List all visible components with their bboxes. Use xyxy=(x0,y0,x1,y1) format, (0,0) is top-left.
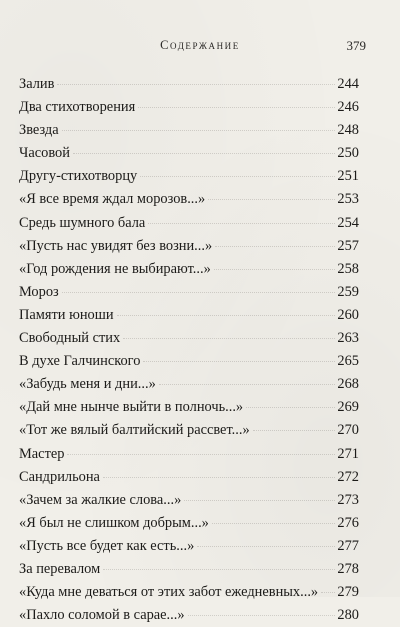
toc-entry xyxy=(19,512,359,535)
toc-leader xyxy=(208,202,335,203)
toc-entry xyxy=(19,281,359,304)
toc-entry xyxy=(19,188,359,211)
toc-entry-page-number: 263 xyxy=(337,330,359,347)
toc-entry-title: За перевалом xyxy=(19,560,101,577)
toc-entry xyxy=(19,373,359,396)
toc-entry xyxy=(19,142,359,165)
toc-entry-page-number: 277 xyxy=(337,537,359,554)
toc-entry xyxy=(19,581,359,604)
toc-entry-title: «Забудь меня и дни...» xyxy=(19,376,156,393)
toc-entry-page-number: 265 xyxy=(337,353,359,370)
toc-entry-title: Памяти юноши xyxy=(19,306,114,323)
toc-entry-title: Мастер xyxy=(19,445,65,462)
toc-leader xyxy=(184,503,335,504)
toc-entry-page-number: 276 xyxy=(337,514,359,531)
toc-entry xyxy=(19,258,359,281)
toc-entry xyxy=(19,327,359,350)
toc-entry-title: «Пахло соломой в сарае...» xyxy=(19,607,185,624)
toc-entry-page-number: 278 xyxy=(337,560,359,577)
toc-entry-title: Свободный стих xyxy=(19,330,121,347)
toc-entry-title: «Пусть все будет как есть...» xyxy=(19,537,195,554)
toc-leader xyxy=(246,410,335,411)
toc-entry-page-number: 272 xyxy=(337,468,359,485)
toc-entry-title: Звезда xyxy=(19,122,59,139)
toc-leader xyxy=(103,572,335,573)
toc-leader xyxy=(57,87,335,88)
toc-entry xyxy=(19,604,359,627)
toc-leader xyxy=(159,387,335,388)
table-of-contents xyxy=(19,73,359,627)
toc-entry-title: «Год рождения не выбирают...» xyxy=(19,260,211,277)
toc-entry-page-number: 271 xyxy=(337,445,359,462)
toc-leader xyxy=(103,480,335,481)
toc-entry-title: Два стихотворения xyxy=(19,99,136,116)
page-title: Содержание xyxy=(160,38,240,52)
toc-entry-page-number: 280 xyxy=(337,607,359,624)
toc-leader xyxy=(138,110,335,111)
toc-leader xyxy=(73,156,335,157)
toc-leader xyxy=(212,526,335,527)
toc-entry-page-number: 270 xyxy=(337,422,359,439)
toc-entry-page-number: 269 xyxy=(337,399,359,416)
toc-entry xyxy=(19,443,359,466)
running-header xyxy=(0,38,400,58)
toc-entry-page-number: 250 xyxy=(337,145,359,162)
toc-entry-title: «Зачем за жалкие слова...» xyxy=(19,491,182,508)
toc-entry xyxy=(19,558,359,581)
toc-entry-page-number: 273 xyxy=(337,491,359,508)
toc-entry-page-number: 244 xyxy=(337,76,359,92)
toc-leader xyxy=(197,549,335,550)
toc-entry-title: «Дай мне нынче выйти в полночь...» xyxy=(19,399,244,416)
toc-entry-page-number: 279 xyxy=(337,584,359,601)
toc-leader xyxy=(188,618,335,619)
toc-entry xyxy=(19,350,359,373)
toc-entry-title: Другу-стихотворцу xyxy=(19,168,138,185)
toc-entry-page-number: 260 xyxy=(337,306,359,323)
toc-entry xyxy=(19,396,359,419)
toc-entry xyxy=(19,165,359,188)
toc-entry-title: Сандрильона xyxy=(19,468,100,485)
toc-entry xyxy=(19,419,359,442)
toc-leader xyxy=(62,133,335,134)
toc-leader xyxy=(214,272,335,273)
toc-leader xyxy=(140,179,335,180)
toc-entry xyxy=(19,119,359,142)
page-number: 379 xyxy=(346,38,366,53)
toc-leader xyxy=(123,341,335,342)
toc-entry xyxy=(19,212,359,235)
toc-entry-title: «Тот же вялый балтийский рассвет...» xyxy=(19,422,250,439)
toc-leader xyxy=(67,457,335,458)
toc-entry xyxy=(19,235,359,258)
toc-entry-title: Мороз xyxy=(19,283,59,300)
toc-leader xyxy=(143,364,335,365)
toc-entry xyxy=(19,304,359,327)
toc-entry-title: «Я был не слишком добрым...» xyxy=(19,514,209,531)
toc-leader xyxy=(148,226,335,227)
toc-entry-page-number: 251 xyxy=(337,168,359,185)
toc-entry-title: «Я все время ждал морозов...» xyxy=(19,191,206,208)
toc-entry-title: «Куда мне деваться от этих забот ежедневных...» xyxy=(19,584,319,601)
toc-leader xyxy=(117,318,335,319)
toc-entry xyxy=(19,535,359,558)
toc-entry-title: В духе Галчинского xyxy=(19,353,141,370)
toc-entry-title: «Пусть нас увидят без возни...» xyxy=(19,237,213,254)
toc-entry-page-number: 253 xyxy=(337,191,359,208)
toc-entry-page-number: 258 xyxy=(337,260,359,277)
toc-entry-title: Часовой xyxy=(19,145,70,162)
toc-entry xyxy=(19,96,359,119)
toc-entry-page-number: 257 xyxy=(337,237,359,254)
toc-entry-title: Средь шумного бала xyxy=(19,214,146,231)
toc-entry-page-number: 254 xyxy=(337,214,359,231)
toc-entry-title: Залив xyxy=(19,76,55,92)
toc-leader xyxy=(253,433,335,434)
toc-entry-page-number: 248 xyxy=(337,122,359,139)
toc-entry-page-number: 259 xyxy=(337,283,359,300)
toc-entry xyxy=(19,73,359,96)
toc-entry xyxy=(19,489,359,512)
toc-leader xyxy=(215,249,335,250)
toc-entry xyxy=(19,466,359,489)
toc-leader xyxy=(62,295,335,296)
toc-entry-page-number: 268 xyxy=(337,376,359,393)
toc-leader xyxy=(321,595,335,596)
toc-entry-page-number: 246 xyxy=(337,99,359,116)
